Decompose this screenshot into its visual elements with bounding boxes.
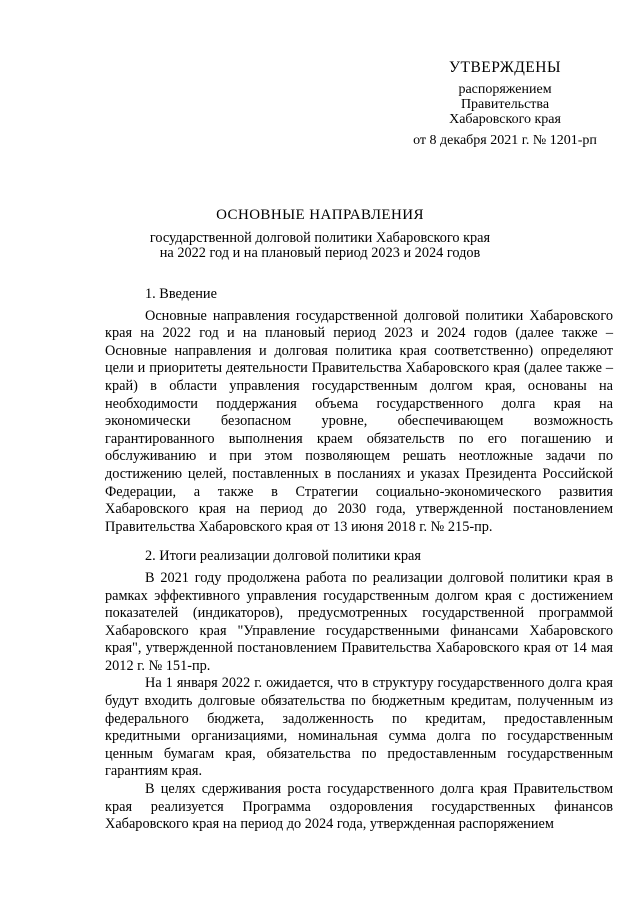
paragraph: В целях сдерживания роста государственного долга края Правительством края реализуется Программа оздоровления государственных финансов Хабаровского края на период до 2024 года, утвержденная распоряжением xyxy=(105,781,613,833)
approval-line-2: Правительства xyxy=(460,97,550,112)
title-sub-2: на 2022 год и на плановый период 2023 и 2024 годов xyxy=(159,244,481,261)
paragraph: На 1 января 2022 г. ожидается, что в структуру государственного долга края будут входить долговые обязательства по бюджетным кредитам, полученным из федерального бюджета, задолженность по кредитам, предоставленным кредитными организациями, номинальная сумма долга по государственным ценным бумагам края, обязательства по предоставленным государственным гарантиям края. xyxy=(105,675,613,780)
approval-stamp xyxy=(400,60,610,148)
approval-line-1: распоряжением xyxy=(458,82,552,97)
approval-heading: УТВЕРЖДЕНЫ xyxy=(449,59,561,76)
paragraph: В 2021 году продолжена работа по реализации долговой политики края в рамках эффективного управления государственным долгом края с достижением показателей (индикаторов), предусмотренных государственной программой Хабаровского края "Управление государственными финансами Хабаровского края", утвержденной постановлением Правительства Хабаровского края от 14 мая 2012 г. № 151-пр. xyxy=(105,569,613,674)
paragraph: Основные направления государственной долговой политики Хабаровского края на 2022 год и на плановый период 2023 и 2024 годов (далее также – Основные направления и долговая политика края соответственно) определяют цели и приоритеты деятельности Правительства Хабаровского края (далее также – край) в области управления государственным долгом края, основаны на необходимости поддержания объема государственного долга края на экономически безопасном уровне, обеспечивающем возможность гарантированного выполнения краем обязательств по его погашению и обслуживанию и при этом позволяющем решать неотложные задачи по достижению целей, поставленных в посланиях и указах Президента Российской Федерации, а также в Стратегии социально-экономического развития Хабаровского края на период до 2030 года, утвержденной постановлением Правительства Хабаровского края от 13 июня 2018 г. № 215-пр. xyxy=(105,307,613,535)
section-heading-results: 2. Итоги реализации долговой политики края xyxy=(145,548,421,565)
title-sub-1: государственной долговой политики Хабаровского края xyxy=(149,230,491,246)
title-main: ОСНОВНЫЕ НАПРАВЛЕНИЯ xyxy=(216,207,424,223)
document-title xyxy=(0,206,640,260)
approval-date: от 8 декабря 2021 г. № 1201-рп xyxy=(413,133,597,148)
document-body xyxy=(105,286,613,834)
section-heading-intro: 1. Введение xyxy=(145,286,217,302)
approval-line-3: Хабаровского края xyxy=(449,112,561,127)
